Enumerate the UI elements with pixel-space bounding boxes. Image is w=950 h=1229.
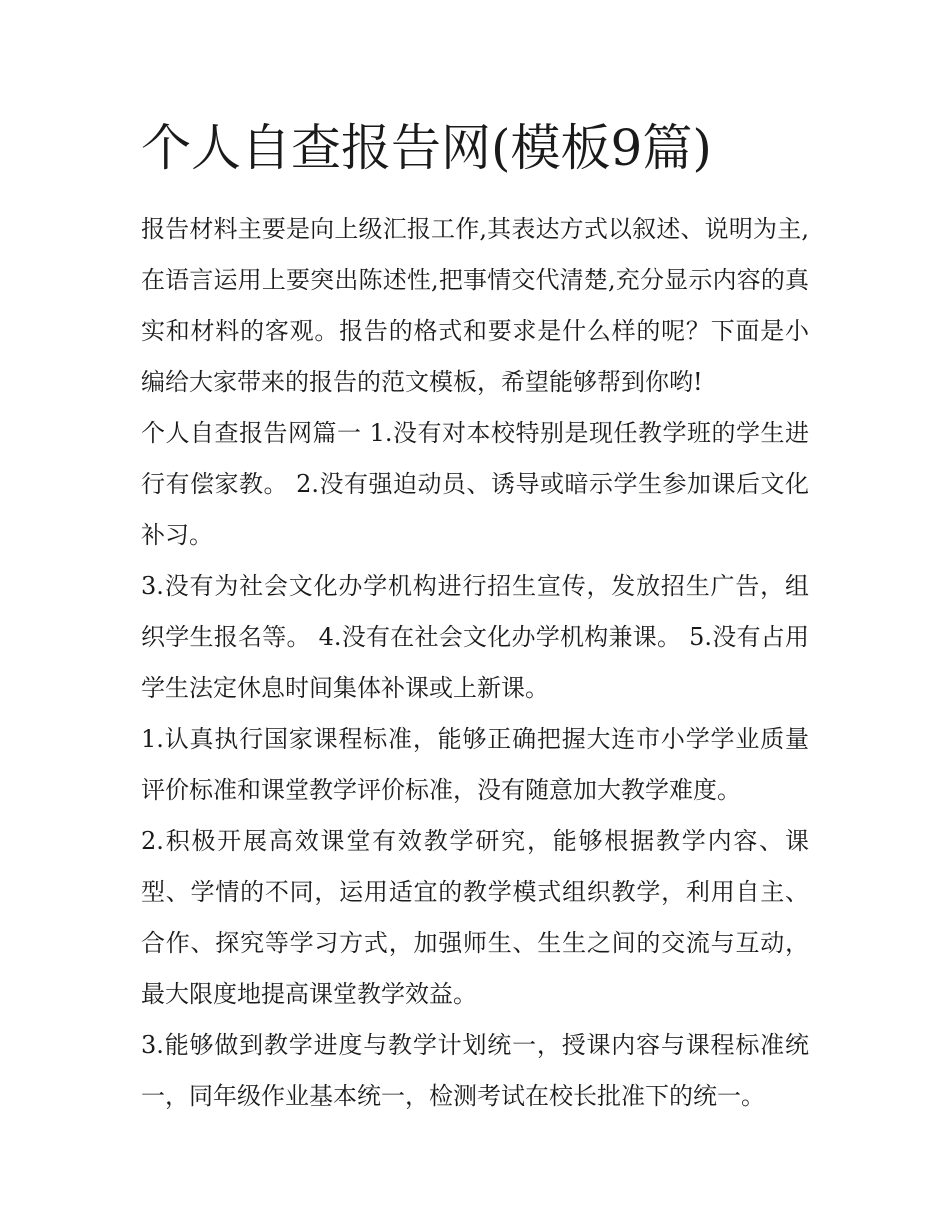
paragraph-teaching-2: 2.积极开展高效课堂有效教学研究，能够根据教学内容、课型、学情的不同，运用适宜的教学模式组织教学，利用自主、合作、探究等学习方式，加强师生、生生之间的交流与互动，最大限度地提高课堂教学效益。 [141, 827, 809, 1008]
paragraph-teaching-1: 1.认真执行国家课程标准，能够正确把握大连市小学学业质量评价标准和课堂教学评价标准，没有随意加大教学难度。 [141, 725, 809, 804]
document-page [141, 112, 809, 1122]
paragraph-section-one: 个人自查报告网篇一 1.没有对本校特别是现任教学班的学生进行有偿家教。 2.没有强迫动员、诱导或暗示学生参加课后文化补习。 [141, 419, 809, 549]
paragraph-intro: 报告材料主要是向上级汇报工作,其表达方式以叙述、说明为主,在语言运用上要突出陈述性,把事情交代清楚,充分显示内容的真实和材料的客观。报告的格式和要求是什么样的呢？下面是小编给大家带来的报告的范文模板，希望能够帮到你哟! [141, 215, 809, 396]
paragraph-item-3-5: 3.没有为社会文化办学机构进行招生宣传，发放招生广告，组织学生报名等。 4.没有在社会文化办学机构兼课。 5.没有占用学生法定休息时间集体补课或上新课。 [141, 572, 809, 702]
document-title: 个人自查报告网(模板9篇) [141, 119, 712, 177]
paragraph-teaching-3: 3.能够做到教学进度与教学计划统一，授课内容与课程标准统一，同年级作业基本统一，检测考试在校长批准下的统一。 [141, 1031, 809, 1110]
